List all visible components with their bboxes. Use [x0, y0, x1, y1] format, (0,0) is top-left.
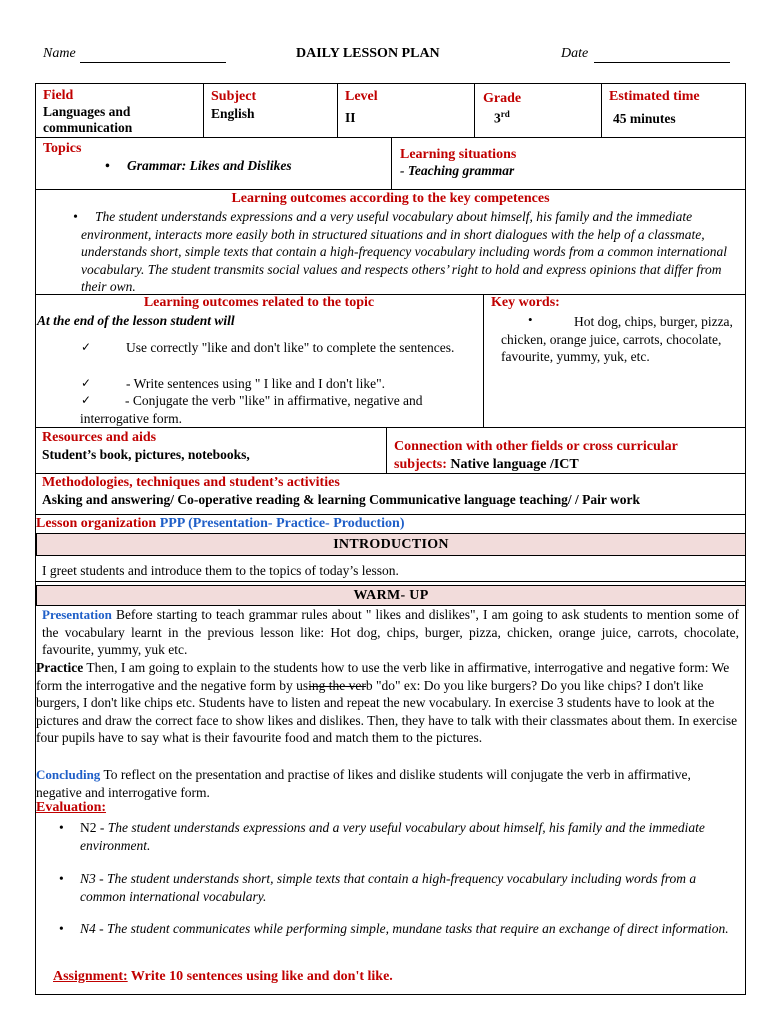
grade-value: 3rd — [494, 109, 510, 126]
keywords-text: Hot dog, chips, burger, pizza, chicken, orange juice, carrots, chocolate, favourite, yummy, yuk, etc. — [501, 314, 733, 364]
key-competences-label: Learning outcomes according to the key competences — [231, 191, 550, 206]
evaluation-item-n2: • N2 - The student understands expressions and a very useful vocabulary about himself, his family and the immediate environment. — [59, 820, 705, 853]
learning-situations-label: Learning situations — [400, 147, 517, 162]
topics-item: • Grammar: Likes and Dislikes — [127, 158, 292, 174]
evaluation-item-n3: • N3 - The student understands short, simple texts that contain a high-frequency vocabulary including words from a common international vocabulary. — [59, 871, 697, 904]
underline-mark — [309, 686, 366, 687]
key-competences-text: • The student understands expressions and a very useful vocabulary about himself, his family and the immediate environment, interacts more easily both in structured situations and in short dialogues with the help of a classmate, understands short, simple texts that contain a high-frequency vocabulary including words from a common international vocabulary. The student transmits social values and respects others’ right to hold and express opinions that differ from their own. — [81, 208, 741, 296]
bullet-icon: • — [528, 312, 533, 327]
date-line — [594, 62, 730, 63]
learning-situations-value: - Teaching grammar — [400, 163, 515, 178]
level-value: II — [345, 110, 356, 125]
topic-outcome-item: ✓ Use correctly "like and don't like" to complete the sentences. — [109, 339, 439, 357]
topic-outcomes-intro: At the end of the lesson student will — [37, 313, 235, 328]
date-label: Date — [561, 46, 589, 61]
level-label: Level — [345, 89, 378, 104]
keywords-label: Key words: — [491, 295, 560, 310]
introduction-heading: INTRODUCTION — [36, 533, 746, 556]
topic-outcome-item: ✓ - Write sentences using " I like and I don't like". — [109, 375, 449, 393]
evaluation-label: Evaluation: — [36, 800, 107, 815]
name-line — [80, 62, 226, 63]
time-label: Estimated time — [609, 89, 700, 104]
resources-value: Student’s book, pictures, notebooks, — [42, 447, 250, 462]
concluding-paragraph: Concluding To reflect on the presentation and practise of likes and dislike students will conjugate the verb in affirmative, negative and interrogative form. — [36, 767, 691, 800]
topic-outcomes-label: Learning outcomes related to the topic — [143, 295, 375, 310]
page-title: DAILY LESSON PLAN — [296, 46, 440, 61]
warmup-heading: WARM- UP — [36, 585, 746, 606]
bullet-icon: • — [59, 871, 64, 886]
methods-label: Methodologies, techniques and student’s activities — [42, 475, 340, 490]
organization-line: Lesson organization PPP (Presentation- Practice- Production) — [36, 516, 405, 531]
connection-label: Connection with other fields or cross curricular — [394, 439, 678, 454]
grade-label: Grade — [483, 91, 522, 106]
subject-label: Subject — [211, 89, 257, 104]
check-icon: ✓ — [81, 393, 92, 407]
bullet-icon: • — [59, 820, 64, 835]
methods-value: Asking and answering/ Co-operative reading & learning Communicative language teaching/ / Pair work — [42, 492, 641, 507]
resources-label: Resources and aids — [42, 430, 157, 445]
subject-value: English — [211, 106, 255, 121]
field-label: Field — [43, 88, 74, 103]
evaluation-item-n4: • N4 - The student communicates while performing simple, mundane tasks that require an exchange of direct information. — [59, 921, 729, 936]
topics-label: Topics — [43, 141, 82, 156]
time-value: 45 minutes — [613, 111, 676, 126]
presentation-paragraph: Presentation Before starting to teach grammar rules about " likes and dislikes", I am going to ask students to mention some of the vocabulary learnt in the previous lesson like: Hot dog, chips, burger, pizza, chicken, orange juice, carrots, chocolate, favourite, yummy, yuk etc. — [42, 607, 740, 657]
topic-outcome-item: - Conjugate the verb "like" in affirmative, negative and interrogative form. — [80, 393, 423, 426]
name-label: Name — [43, 46, 76, 61]
field-value: Languages and communication — [43, 104, 133, 135]
practice-paragraph: Practice Then, I am going to explain to the students how to use the verb like in affirmative, interrogative and negative form: We form the interrogative and the negative form by using the verb "do" ex: Do you like burgers? Do you like chips? I don't like burgers, I don't like chips etc. Students have to listen and repeat the new vocabulary. In exercise 3 students have to look at the pictures and draw the correct face to show likes and dislikes. Then, they have to talk with their classmates about them. In exercise four pupils have to say what is their favourite food and match them to the pictures. — [36, 660, 738, 745]
bullet-icon: • — [59, 921, 64, 936]
assignment: Assignment: Write 10 sentences using like and don't like. — [53, 969, 393, 984]
introduction-text: I greet students and introduce them to the topics of today’s lesson. — [42, 563, 399, 578]
connection-subjects: subjects: Native language /ICT — [394, 457, 579, 472]
